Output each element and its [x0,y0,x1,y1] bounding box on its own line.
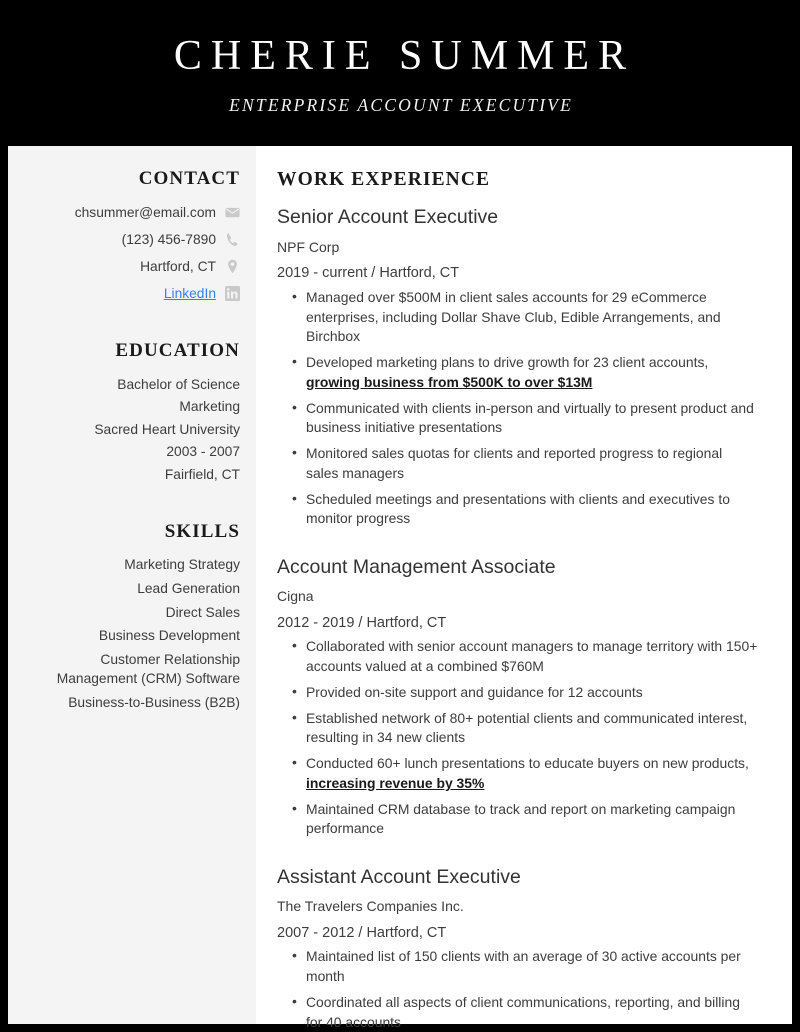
job-company: The Travelers Companies Inc. [277,898,464,915]
contact-item-text: (123) 456-7890 [121,231,216,247]
job-location: Hartford, CT [379,265,460,282]
education-list [22,375,240,485]
envelope-icon [225,205,240,220]
education-line: Marketing [179,399,240,415]
job-dates-location [277,264,758,283]
job-meta-separator: / [358,924,363,941]
skills-list [22,555,240,712]
job-bullet [306,754,758,793]
job-bullet-list [277,288,758,529]
job-bullet-list [277,637,758,839]
job-bullet-text: Established network of 80+ potential clients and communicated interest, resulting in 34 new clients [306,709,748,746]
education-line: 2003 - 2007 [166,444,240,460]
skill-item: Customer Relationship Management (CRM) Software [56,651,240,687]
section-heading-education: EDUCATION [115,339,240,361]
job-bullet [306,353,758,392]
education-line: Fairfield, CT [164,467,240,482]
job-bullet-text: Provided on-site support and guidance for 12 accounts [306,683,643,700]
job-bullet-highlight: growing business from $500K to over $13M [306,373,593,390]
job-dates: 2007 - 2012 [277,924,355,941]
section-heading-contact: CONTACT [138,168,240,190]
job-meta-separator: / [371,265,376,282]
job-bullet [306,683,758,703]
education-line: Bachelor of Science [117,376,240,392]
job-bullet-highlight: increasing revenue by 35% [306,774,485,791]
job-bullet-text: Monitored sales quotas for clients and reported progress to regional sales managers [306,445,723,481]
job-bullet-list [277,947,758,1032]
section-heading-work-experience: WORK EXPERIENCE [277,169,491,191]
phone-icon [225,232,240,247]
skill-item: Business Development [98,628,240,644]
job-meta-separator: / [358,614,363,631]
job-bullet-text: Communicated with clients in-person and virtually to present product and business initiative presentations [306,399,754,436]
section-heading-skills: SKILLS [164,520,240,542]
job-company: NPF Corp [277,238,340,255]
job-bullet [306,947,758,986]
education-line: Sacred Heart University [94,421,240,437]
job-entry [277,555,758,839]
candidate-job-title: ENTERPRISE ACCOUNT EXECUTIVE [229,95,574,116]
candidate-name: CHERIE SUMMER [173,33,636,79]
linkedin-icon [225,286,240,301]
job-bullet-text: Coordinated all aspects of client communications, reporting, and billing for 40 accounts [306,993,740,1030]
job-location: Hartford, CT [366,924,447,941]
work-experience-list [277,205,758,1032]
skill-item: Business-to-Business (B2B) [68,694,240,710]
job-bullet [306,800,758,839]
contact-item [22,257,240,277]
job-entry [277,865,758,1032]
job-bullet [306,288,758,347]
job-bullet-text: Maintained list of 150 clients with an average of 30 active accounts per month [306,948,741,985]
contact-item [22,230,240,250]
job-title: Account Management Associate [277,555,556,578]
skill-item: Lead Generation [137,580,240,596]
job-bullet [306,709,758,748]
job-bullet-text: Conducted 60+ lunch presentations to educate buyers on new products, [306,755,749,772]
main-column [256,146,792,1030]
job-entry [277,205,758,528]
sidebar [8,146,256,1024]
job-bullet [306,993,758,1032]
job-bullet-text: Maintained CRM database to track and report on marketing campaign performance [306,800,736,837]
contact-list [22,203,240,304]
job-location: Hartford, CT [366,614,447,631]
job-bullet-text: Collaborated with senior account managers to manage territory with 150+ accounts valued at a combined $760M [306,638,758,675]
job-bullet [306,399,758,438]
job-company: Cigna [277,588,314,605]
job-dates: 2012 - 2019 [277,614,355,631]
job-dates-location [277,614,758,633]
job-bullet [306,490,758,529]
skill-item: Direct Sales [165,604,240,620]
contact-item [22,203,240,223]
job-bullet [306,637,758,676]
contact-item[interactable] [22,284,240,304]
job-title: Assistant Account Executive [277,865,521,888]
job-bullet-text: Developed marketing plans to drive growth for 23 client accounts, [306,354,709,371]
job-dates: 2019 - current [277,265,368,282]
job-bullet-text: Managed over $500M in client sales accounts for 29 eCommerce enterprises, including Dollar Shave Club, Edible Arrangements, and Birchbox [306,288,721,345]
resume-body [8,146,792,1030]
contact-item-text[interactable]: LinkedIn [163,285,216,301]
job-bullet-text: Scheduled meetings and presentations with clients and executives to monitor progress [306,490,730,527]
location-pin-icon [225,259,240,274]
contact-item-text: Hartford, CT [140,258,216,274]
contact-item-text: chsummer@email.com [74,204,216,220]
job-dates-location [277,924,758,943]
job-bullet [306,444,758,483]
resume-header [8,8,792,146]
skill-item: Marketing Strategy [124,557,240,573]
job-title: Senior Account Executive [277,206,499,229]
